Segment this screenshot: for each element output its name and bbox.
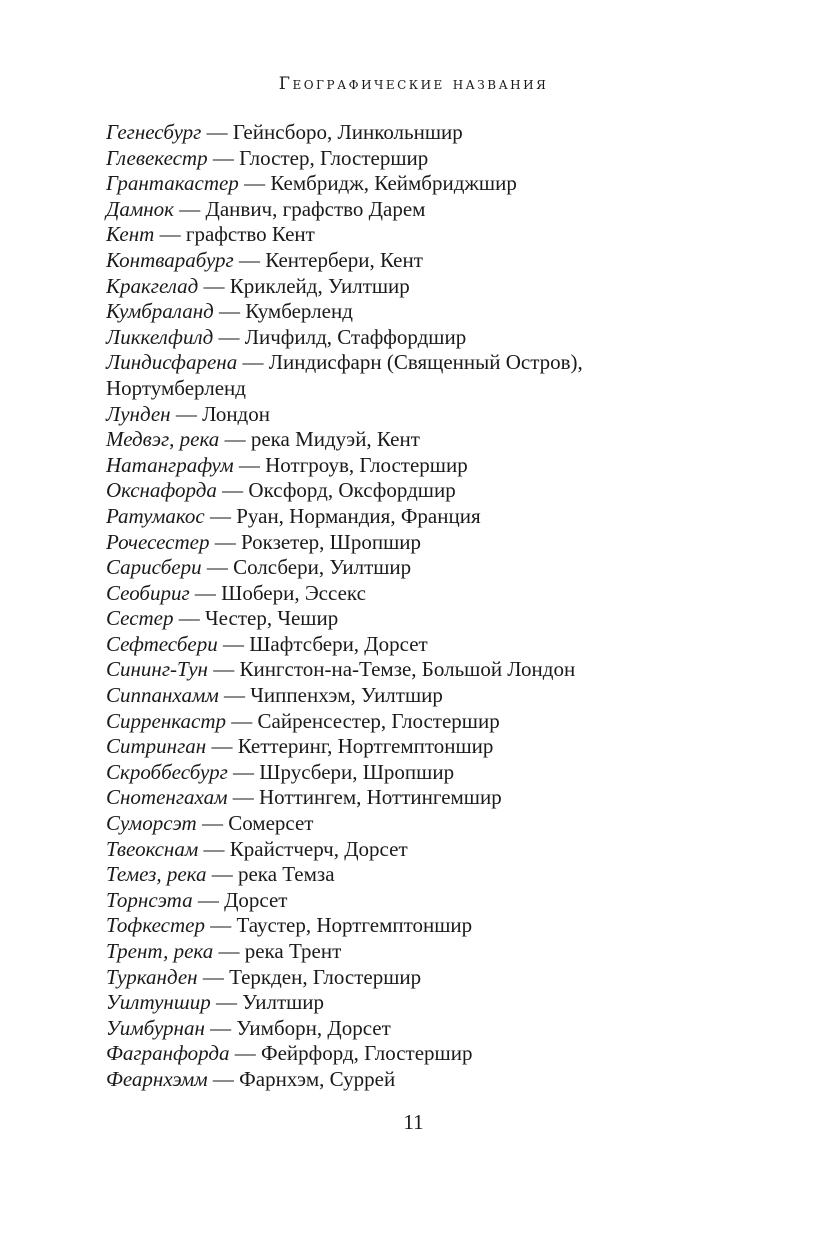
glossary-entry xyxy=(106,402,726,428)
modern-place-name: Фарнхэм, Суррей xyxy=(239,1066,396,1091)
old-place-name: Ситринган xyxy=(106,734,207,759)
modern-place-name: Честер, Чешир xyxy=(205,606,339,631)
em-dash: — xyxy=(204,913,237,938)
glossary-entry xyxy=(106,683,726,709)
em-dash: — xyxy=(213,299,246,324)
em-dash: — xyxy=(210,990,243,1015)
glossary-entry xyxy=(106,785,726,811)
old-place-name: Сеобириг xyxy=(106,580,190,605)
old-place-name: Твеокснам xyxy=(106,836,199,861)
modern-place-name: Кеттеринг, Нортгемптоншир xyxy=(237,734,494,759)
glossary-entry xyxy=(106,811,726,837)
modern-place-name: Чиппенхэм, Уилтшир xyxy=(250,683,443,708)
modern-place-name: Ноттингем, Ноттингемшир xyxy=(258,785,502,810)
em-dash: — xyxy=(206,862,238,887)
em-dash: — xyxy=(229,1041,261,1066)
old-place-name: Грантакастер xyxy=(106,171,239,196)
em-dash: — xyxy=(196,811,229,836)
glossary-entry xyxy=(106,427,726,453)
old-place-name: Темез, река xyxy=(106,862,207,887)
running-head: Географические названия xyxy=(278,74,549,94)
em-dash: — xyxy=(233,247,266,272)
glossary-entry xyxy=(106,888,726,914)
glossary-entry xyxy=(106,248,726,274)
modern-place-name: Руан, Нормандия, Франция xyxy=(236,503,481,528)
glossary-entry xyxy=(106,504,726,530)
em-dash: — xyxy=(173,606,206,631)
old-place-name: Рочесестер xyxy=(106,529,210,554)
modern-place-name: Оксфорд, Оксфордшир xyxy=(248,478,456,503)
em-dash: — xyxy=(216,478,249,503)
modern-place-name: Дорсет xyxy=(224,887,288,912)
glossary-entry xyxy=(106,939,726,965)
old-place-name: Кумбраланд xyxy=(106,299,214,324)
modern-place-name: Линдисфарн (Священный Остров), Нортумберленд xyxy=(106,350,583,400)
modern-place-name: Шобери, Эссекс xyxy=(221,580,366,605)
modern-place-name: Уимборн, Дорсет xyxy=(236,1015,391,1040)
em-dash: — xyxy=(219,427,251,452)
em-dash: — xyxy=(218,683,251,708)
em-dash: — xyxy=(213,324,245,349)
old-place-name: Сарисбери xyxy=(106,555,202,580)
glossary-entry xyxy=(106,146,726,172)
old-place-name: Феарнхэмм xyxy=(106,1066,208,1091)
glossary-entry xyxy=(106,1016,726,1042)
modern-place-name: Шафтсбери, Дорсет xyxy=(249,631,428,656)
em-dash: — xyxy=(189,580,222,605)
em-dash: — xyxy=(198,836,230,861)
old-place-name: Дамнок xyxy=(106,196,175,221)
em-dash: — xyxy=(209,529,241,554)
em-dash: — xyxy=(201,120,233,144)
modern-place-name: Фейрфорд, Глостершир xyxy=(260,1041,473,1066)
modern-place-name: Рокзетер, Шропшир xyxy=(240,529,422,554)
modern-place-name: Теркден, Глостершир xyxy=(229,964,422,989)
modern-place-name: Кингстон-на-Темзе, Большой Лондон xyxy=(239,657,576,682)
old-place-name: Кент xyxy=(106,222,155,247)
modern-place-name: Криклейд, Уилтшир xyxy=(229,273,410,298)
old-place-name: Ликкелфилд xyxy=(106,324,214,349)
modern-place-name: Нотгроув, Глостершир xyxy=(265,452,468,477)
modern-place-name: Кумберленд xyxy=(245,299,353,324)
old-place-name: Окснафорда xyxy=(106,478,217,503)
old-place-name: Натанграфум xyxy=(106,452,234,477)
em-dash: — xyxy=(207,1066,240,1091)
page-number: 11 xyxy=(403,1110,424,1134)
old-place-name: Медвэг, река xyxy=(106,427,220,452)
em-dash: — xyxy=(204,1015,237,1040)
em-dash: — xyxy=(192,887,225,912)
modern-place-name: Таустер, Нортгемптоншир xyxy=(236,913,473,938)
glossary-entry xyxy=(106,222,726,248)
em-dash: — xyxy=(154,222,186,247)
em-dash: — xyxy=(174,196,206,221)
old-place-name: Уимбурнан xyxy=(106,1015,205,1040)
modern-place-name: Крайстчерч, Дорсет xyxy=(229,836,408,861)
glossary-entry xyxy=(106,120,726,146)
glossary-entry xyxy=(106,657,726,683)
glossary-entry xyxy=(106,299,726,325)
em-dash: — xyxy=(213,939,245,963)
old-place-name: Торнсэта xyxy=(106,887,193,912)
glossary-entry xyxy=(106,171,726,197)
em-dash: — xyxy=(170,401,203,426)
modern-place-name: Глостер, Глостершир xyxy=(239,145,429,170)
em-dash: — xyxy=(197,964,230,989)
glossary-entry xyxy=(106,709,726,735)
glossary-entry xyxy=(106,990,726,1016)
glossary-entry xyxy=(106,478,726,504)
glossary-entry xyxy=(106,913,726,939)
old-place-name: Ратумакос xyxy=(106,503,205,528)
glossary-entry xyxy=(106,325,726,351)
glossary-entry xyxy=(106,1041,726,1067)
glossary-entry xyxy=(106,734,726,760)
glossary-entry xyxy=(106,965,726,991)
old-place-name: Снотенгахам xyxy=(106,785,228,810)
modern-place-name: река Темза xyxy=(237,862,335,887)
modern-place-name: Лондон xyxy=(202,401,270,426)
em-dash: — xyxy=(217,631,250,656)
glossary-entry xyxy=(106,760,726,786)
modern-place-name: графство Кент xyxy=(185,222,315,247)
modern-place-name: Кембридж, Кеймбриджшир xyxy=(270,171,517,196)
old-place-name: Трент, река xyxy=(106,939,214,963)
glossary-entry xyxy=(106,1067,726,1093)
modern-place-name: Гейнсборо, Линкольншир xyxy=(232,120,463,144)
old-place-name: Кракгелад xyxy=(106,273,199,298)
glossary-entry xyxy=(106,453,726,479)
em-dash: — xyxy=(227,785,259,810)
glossary-entry xyxy=(106,350,726,401)
modern-place-name: Личфилд, Стаффордшир xyxy=(244,324,467,349)
old-place-name: Лунден xyxy=(106,401,171,426)
old-place-name: Сефтесбери xyxy=(106,631,218,656)
em-dash: — xyxy=(207,657,240,682)
old-place-name: Фагранфорда xyxy=(106,1041,230,1066)
old-place-name: Сирренкастр xyxy=(106,708,227,733)
glossary-entry xyxy=(106,530,726,556)
old-place-name: Гегнесбург xyxy=(106,120,202,144)
old-place-name: Глевекестр xyxy=(106,145,208,170)
glossary-entry xyxy=(106,632,726,658)
em-dash: — xyxy=(233,452,266,477)
old-place-name: Сестер xyxy=(106,606,174,631)
em-dash: — xyxy=(226,708,258,733)
glossary-entry xyxy=(106,274,726,300)
modern-place-name: Шрусбери, Шропшир xyxy=(259,759,455,784)
modern-place-name: Уилтшир xyxy=(242,990,325,1015)
old-place-name: Уилтуншир xyxy=(106,990,211,1015)
modern-place-name: Данвич, графство Дарем xyxy=(205,196,426,221)
em-dash: — xyxy=(238,171,271,196)
old-place-name: Контварабург xyxy=(106,247,234,272)
glossary-list xyxy=(106,120,726,1093)
em-dash: — xyxy=(237,350,269,375)
old-place-name: Сининг-Тун xyxy=(106,657,208,682)
modern-place-name: река Трент xyxy=(244,939,342,963)
em-dash: — xyxy=(201,555,234,580)
em-dash: — xyxy=(204,503,237,528)
em-dash: — xyxy=(198,273,230,298)
glossary-entry xyxy=(106,837,726,863)
modern-place-name: Кентербери, Кент xyxy=(265,247,423,272)
modern-place-name: река Мидуэй, Кент xyxy=(250,427,420,452)
old-place-name: Суморсэт xyxy=(106,811,197,836)
old-place-name: Сиппанхамм xyxy=(106,683,219,708)
modern-place-name: Сайренсестер, Глостершир xyxy=(257,708,500,733)
em-dash: — xyxy=(207,145,240,170)
old-place-name: Турканден xyxy=(106,964,198,989)
modern-place-name: Сомерсет xyxy=(228,811,314,836)
glossary-entry xyxy=(106,197,726,223)
glossary-entry xyxy=(106,862,726,888)
glossary-entry xyxy=(106,606,726,632)
em-dash: — xyxy=(206,734,238,759)
modern-place-name: Солсбери, Уилтшир xyxy=(233,555,412,580)
old-place-name: Скроббесбург xyxy=(106,759,228,784)
old-place-name: Тофкестер xyxy=(106,913,205,938)
glossary-entry xyxy=(106,581,726,607)
old-place-name: Линдисфарена xyxy=(106,350,238,375)
em-dash: — xyxy=(227,759,260,784)
glossary-entry xyxy=(106,555,726,581)
